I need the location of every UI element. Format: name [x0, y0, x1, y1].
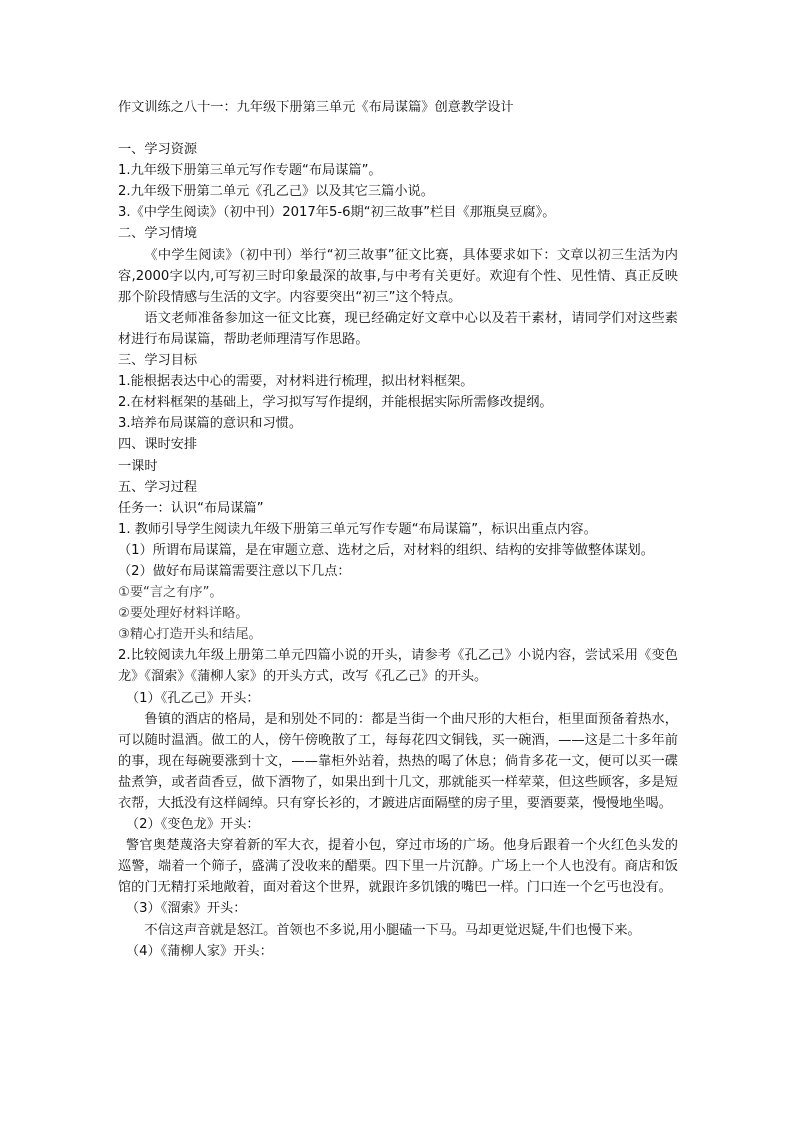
excerpt-label-kongyiji: （1）《孔乙己》开头：: [125, 690, 260, 706]
excerpt-label-liusuo: （3）《溜索》开头：: [125, 901, 247, 917]
process-step: 1. 教师引导学生阅读九年级下册第三单元写作专题“布局谋篇”，标识出重点内容。: [118, 521, 597, 537]
point-item: ①要“言之有序”。: [118, 585, 223, 601]
task-heading: 任务一：认识“布局谋篇”: [118, 500, 264, 516]
resource-item: 1.九年级下册第三单元写作专题“布局谋篇”。: [118, 163, 382, 179]
excerpt-label-chameleon: （2）《变色龙》开头：: [125, 817, 260, 833]
situation-paragraph: 《中学生阅读》（初中刊）举行“初三故事”征文比赛，具体要求如下：文章以初三生活为内容,2000字以内,可写初三时印象最深的故事,与中考有关更好。欢迎有个性、见性情、真正反映那个阶段情感与生活的文字。内容要突出“初三”这个特点。: [118, 247, 678, 305]
situation-paragraph: 语文老师准备参加这一征文比赛，现已经确定好文章中心以及若干素材，请同学们对这些素材进行布局谋篇，帮助老师理清写作思路。: [118, 310, 678, 347]
schedule-value: 一课时: [118, 458, 158, 474]
excerpt-label-pulirenjia: （4）《蒲柳人家》开头：: [125, 943, 273, 959]
document-title: 作文训练之八十一：九年级下册第三单元《布局谋篇》创意教学设计: [118, 100, 514, 115]
document-page: [118, 97, 678, 962]
goal-item: 2.在材料框架的基础上，学习拟写写作提纲，并能根据实际所需修改提纲。: [118, 395, 553, 411]
resource-item: 2.九年级下册第二单元《孔乙己》以及其它三篇小说。: [118, 184, 434, 200]
section-heading-situation: 二、学习情境: [118, 226, 198, 242]
excerpt-text-chameleon: 警官奥楚蔑洛夫穿着新的军大衣，提着小包，穿过市场的广场。他身后跟着一个火红色头发的巡警，端着一个筛子，盛满了没收来的醋栗。四下里一片沉静。广场上一个人也没有。商店和饭馆的门无精打采地敞着，面对着这个世界，就跟许多饥饿的嘴巴一样。门口连一个乞丐也没有。: [118, 838, 678, 896]
process-step: 2.比较阅读九年级上册第二单元四篇小说的开头，请参考《孔乙己》小说内容，尝试采用《变色龙》《溜索》《蒲柳人家》的开头方式，改写《孔乙己》的开头。: [118, 648, 678, 685]
section-heading-goals: 三、学习目标: [118, 353, 198, 369]
section-heading-resources: 一、学习资源: [118, 142, 198, 158]
goal-item: 1.能根据表达中心的需要，对材料进行梳理，拟出材料框架。: [118, 374, 474, 390]
section-heading-schedule: 四、课时安排: [118, 437, 198, 453]
point-item: ③精心打造开头和结尾。: [118, 627, 262, 643]
goal-item: 3.培养布局谋篇的意识和习惯。: [118, 416, 303, 432]
process-substep: （1）所谓布局谋篇，是在审题立意、选材之后，对材料的组织、结构的安排等做整体谋划。: [118, 542, 654, 558]
excerpt-text-liusuo: 不信这声音就是怒江。首领也不多说,用小腿磕一下马。马却更觉迟疑,牛们也慢下来。: [144, 922, 641, 938]
process-substep: （2）做好布局谋篇需要注意以下几点：: [118, 563, 351, 579]
section-heading-process: 五、学习过程: [118, 479, 198, 495]
point-item: ②要处理好材料详略。: [118, 606, 249, 622]
resource-item: 3.《中学生阅读》（初中刊）2017年5-6期“初三故事”栏目《那瓶臭豆腐》。: [118, 205, 556, 221]
excerpt-text-kongyiji: 鲁镇的酒店的格局，是和别处不同的：都是当街一个曲尺形的大柜台，柜里面预备着热水，可以随时温酒。做工的人，傍午傍晚散了工，每每花四文铜钱，买一碗酒，——这是二十多年前的事，现在每碗要涨到十文，——靠柜外站着，热热的喝了休息；倘肯多花一文，便可以买一碟盐煮笋，或者茴香豆，做下酒物了，如果出到十几文，那就能买一样荤菜，但这些顾客，多是短衣帮，大抵没有这样阔绰。只有穿长衫的，才踱进店面隔壁的房子里，要酒要菜，慢慢地坐喝。: [118, 711, 678, 811]
